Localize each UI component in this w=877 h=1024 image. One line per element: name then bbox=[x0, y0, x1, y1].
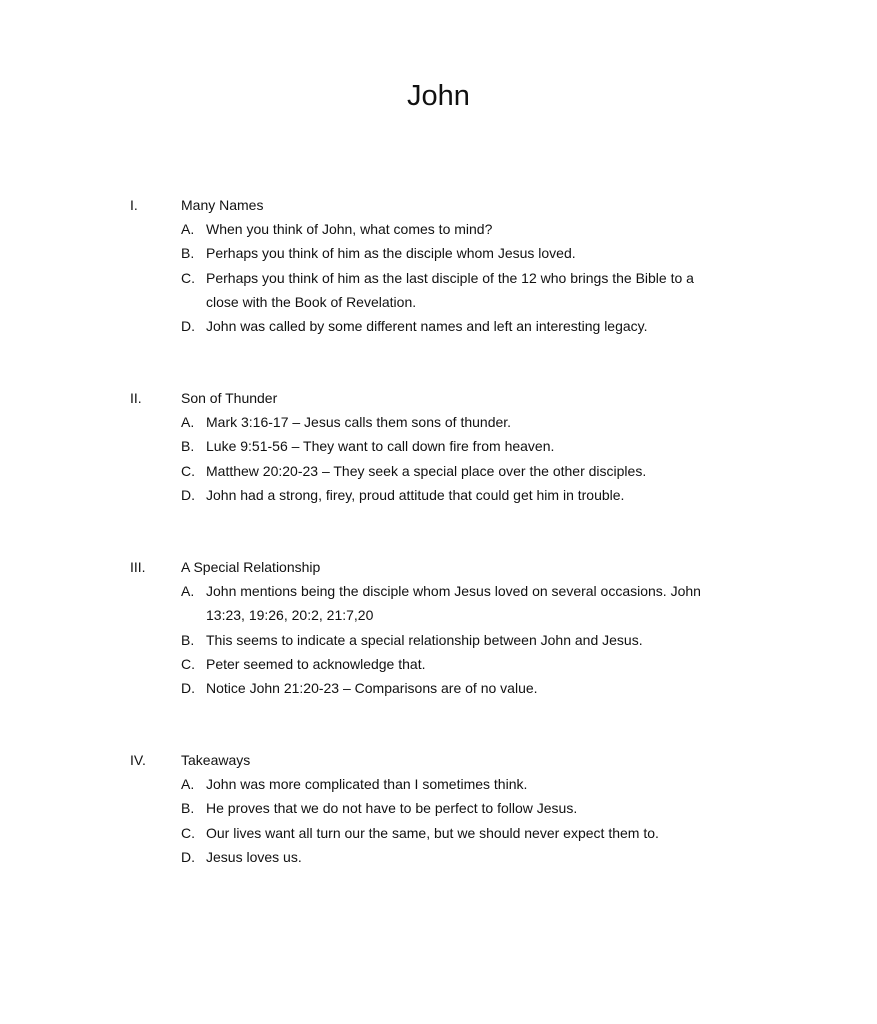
item-text: Notice John 21:20-23 – Comparisons are of no value. bbox=[206, 680, 538, 697]
item-letter: C. bbox=[181, 655, 195, 672]
list-item bbox=[181, 652, 701, 676]
section-heading: Takeaways bbox=[181, 752, 251, 768]
list-item bbox=[181, 676, 701, 700]
list-item bbox=[181, 459, 646, 483]
item-text: This seems to indicate a special relationship between John and Jesus. bbox=[206, 631, 643, 648]
item-text: John was more complicated than I sometimes think. bbox=[206, 776, 528, 792]
section-numeral: II. bbox=[130, 390, 142, 406]
section-numeral: I. bbox=[130, 197, 138, 213]
list-item bbox=[181, 483, 646, 507]
item-letter: A. bbox=[181, 221, 195, 237]
item-letter: A. bbox=[181, 583, 195, 599]
list-item bbox=[181, 796, 659, 820]
item-letter: A. bbox=[181, 776, 195, 792]
item-letter: B. bbox=[181, 800, 195, 817]
list-item bbox=[181, 579, 701, 628]
item-letter: B. bbox=[181, 631, 195, 648]
list-item bbox=[181, 266, 694, 315]
list-item bbox=[181, 821, 659, 845]
list-item bbox=[181, 410, 646, 434]
item-text: Matthew 20:20-23 – They seek a special place over the other disciples. bbox=[206, 462, 647, 479]
item-text: He proves that we do not have to be perfect to follow Jesus. bbox=[206, 800, 578, 817]
list-item bbox=[181, 772, 659, 796]
list-item bbox=[181, 241, 694, 265]
section-items bbox=[181, 217, 694, 338]
list-item bbox=[181, 314, 694, 338]
item-letter: C. bbox=[181, 462, 195, 479]
item-letter: C. bbox=[181, 824, 195, 841]
list-item bbox=[181, 845, 659, 869]
section-items bbox=[181, 410, 646, 507]
item-letter: D. bbox=[181, 486, 195, 503]
section-numeral: III. bbox=[130, 559, 146, 575]
item-text: Jesus loves us. bbox=[206, 848, 302, 865]
section-numeral: IV. bbox=[130, 752, 146, 768]
item-text: Perhaps you think of him as the last disciple of the 12 who brings the Bible to a bbox=[206, 269, 694, 286]
item-letter: B. bbox=[181, 245, 195, 262]
list-item bbox=[181, 628, 701, 652]
item-text: Luke 9:51-56 – They want to call down fire from heaven. bbox=[206, 438, 555, 455]
item-text: Perhaps you think of him as the disciple whom Jesus loved. bbox=[206, 245, 576, 262]
list-item bbox=[181, 217, 694, 241]
list-item bbox=[181, 434, 646, 458]
item-letter: B. bbox=[181, 438, 195, 455]
item-letter: A. bbox=[181, 414, 195, 430]
section-items bbox=[181, 579, 701, 700]
item-text: Peter seemed to acknowledge that. bbox=[206, 655, 426, 672]
item-text: John was called by some different names and left an interesting legacy. bbox=[206, 318, 648, 335]
section-heading: Son of Thunder bbox=[181, 390, 278, 406]
section-items bbox=[181, 772, 659, 869]
item-text: Our lives want all turn our the same, but we should never expect them to. bbox=[206, 824, 659, 841]
item-letter: C. bbox=[181, 269, 195, 286]
item-text: John had a strong, firey, proud attitude that could get him in trouble. bbox=[206, 486, 625, 503]
document-title: John bbox=[407, 80, 470, 112]
item-letter: D. bbox=[181, 318, 195, 335]
section-heading: Many Names bbox=[181, 197, 264, 213]
item-text: When you think of John, what comes to mind? bbox=[206, 221, 493, 237]
item-letter: D. bbox=[181, 848, 195, 865]
item-text: close with the Book of Revelation. bbox=[206, 293, 417, 310]
item-letter: D. bbox=[181, 680, 195, 697]
item-text: 13:23, 19:26, 20:2, 21:7,20 bbox=[206, 607, 374, 624]
item-text: John mentions being the disciple whom Jesus loved on several occasions. John bbox=[206, 583, 701, 599]
item-text: Mark 3:16-17 – Jesus calls them sons of thunder. bbox=[206, 414, 512, 430]
section-heading: A Special Relationship bbox=[181, 559, 321, 575]
